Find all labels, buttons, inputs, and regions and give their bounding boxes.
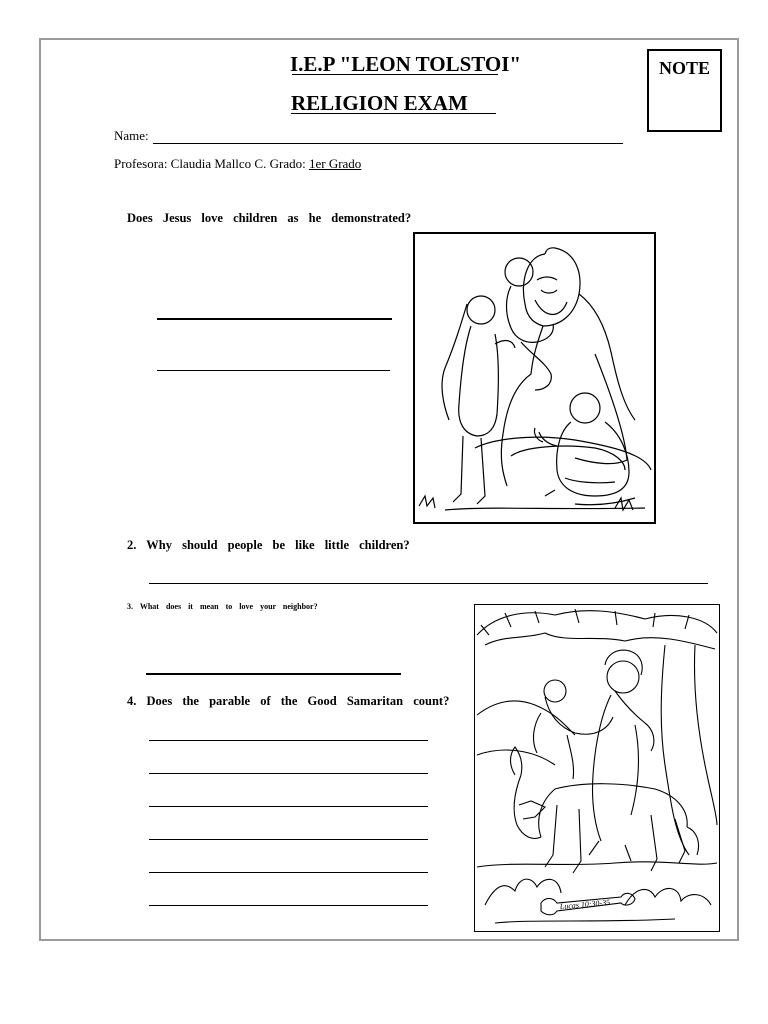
school-title: I.E.P "LEON TOLSTOI" xyxy=(290,52,522,76)
answer-line-q4-b[interactable] xyxy=(149,773,428,774)
answer-line-q1-b[interactable] xyxy=(157,370,390,371)
good-samaritan-drawing xyxy=(475,605,718,930)
question-2: 2. Why should people be like little children? xyxy=(127,538,410,552)
scripture-caption: Lucas 10:30-35 xyxy=(559,897,611,912)
question-1: Does Jesus love children as he demonstrated? xyxy=(127,211,412,225)
name-label: Name: xyxy=(114,128,149,143)
exam-title: RELIGION EXAM xyxy=(291,91,468,115)
jesus-with-children-illustration xyxy=(413,232,656,524)
grade-value: 1er Grado xyxy=(308,156,362,171)
good-samaritan-illustration xyxy=(474,604,720,932)
name-answer-line[interactable] xyxy=(153,143,623,144)
question-3: 3. What does it mean to love your neighbor? xyxy=(127,602,318,611)
answer-line-q4-d[interactable] xyxy=(149,839,428,840)
answer-line-q2[interactable] xyxy=(149,583,708,584)
teacher-label: Profesora: Claudia Mallco C. Grado: xyxy=(114,156,306,171)
answer-line-q4-e[interactable] xyxy=(149,872,428,873)
question-4: 4. Does the parable of the Good Samaritan count? xyxy=(127,694,450,708)
teacher-grade-line xyxy=(114,156,361,172)
answer-line-q4-f[interactable] xyxy=(149,905,428,906)
answer-line-q3[interactable] xyxy=(146,673,401,675)
grade-note-box[interactable] xyxy=(647,49,722,132)
answer-line-q4-a[interactable] xyxy=(149,740,428,741)
note-label: NOTE xyxy=(658,58,710,78)
answer-line-q4-c[interactable] xyxy=(149,806,428,807)
answer-line-q1-a[interactable] xyxy=(157,318,392,320)
jesus-with-children-drawing xyxy=(415,234,654,522)
exam-title-underline xyxy=(291,113,496,114)
school-title-underline xyxy=(292,74,498,75)
